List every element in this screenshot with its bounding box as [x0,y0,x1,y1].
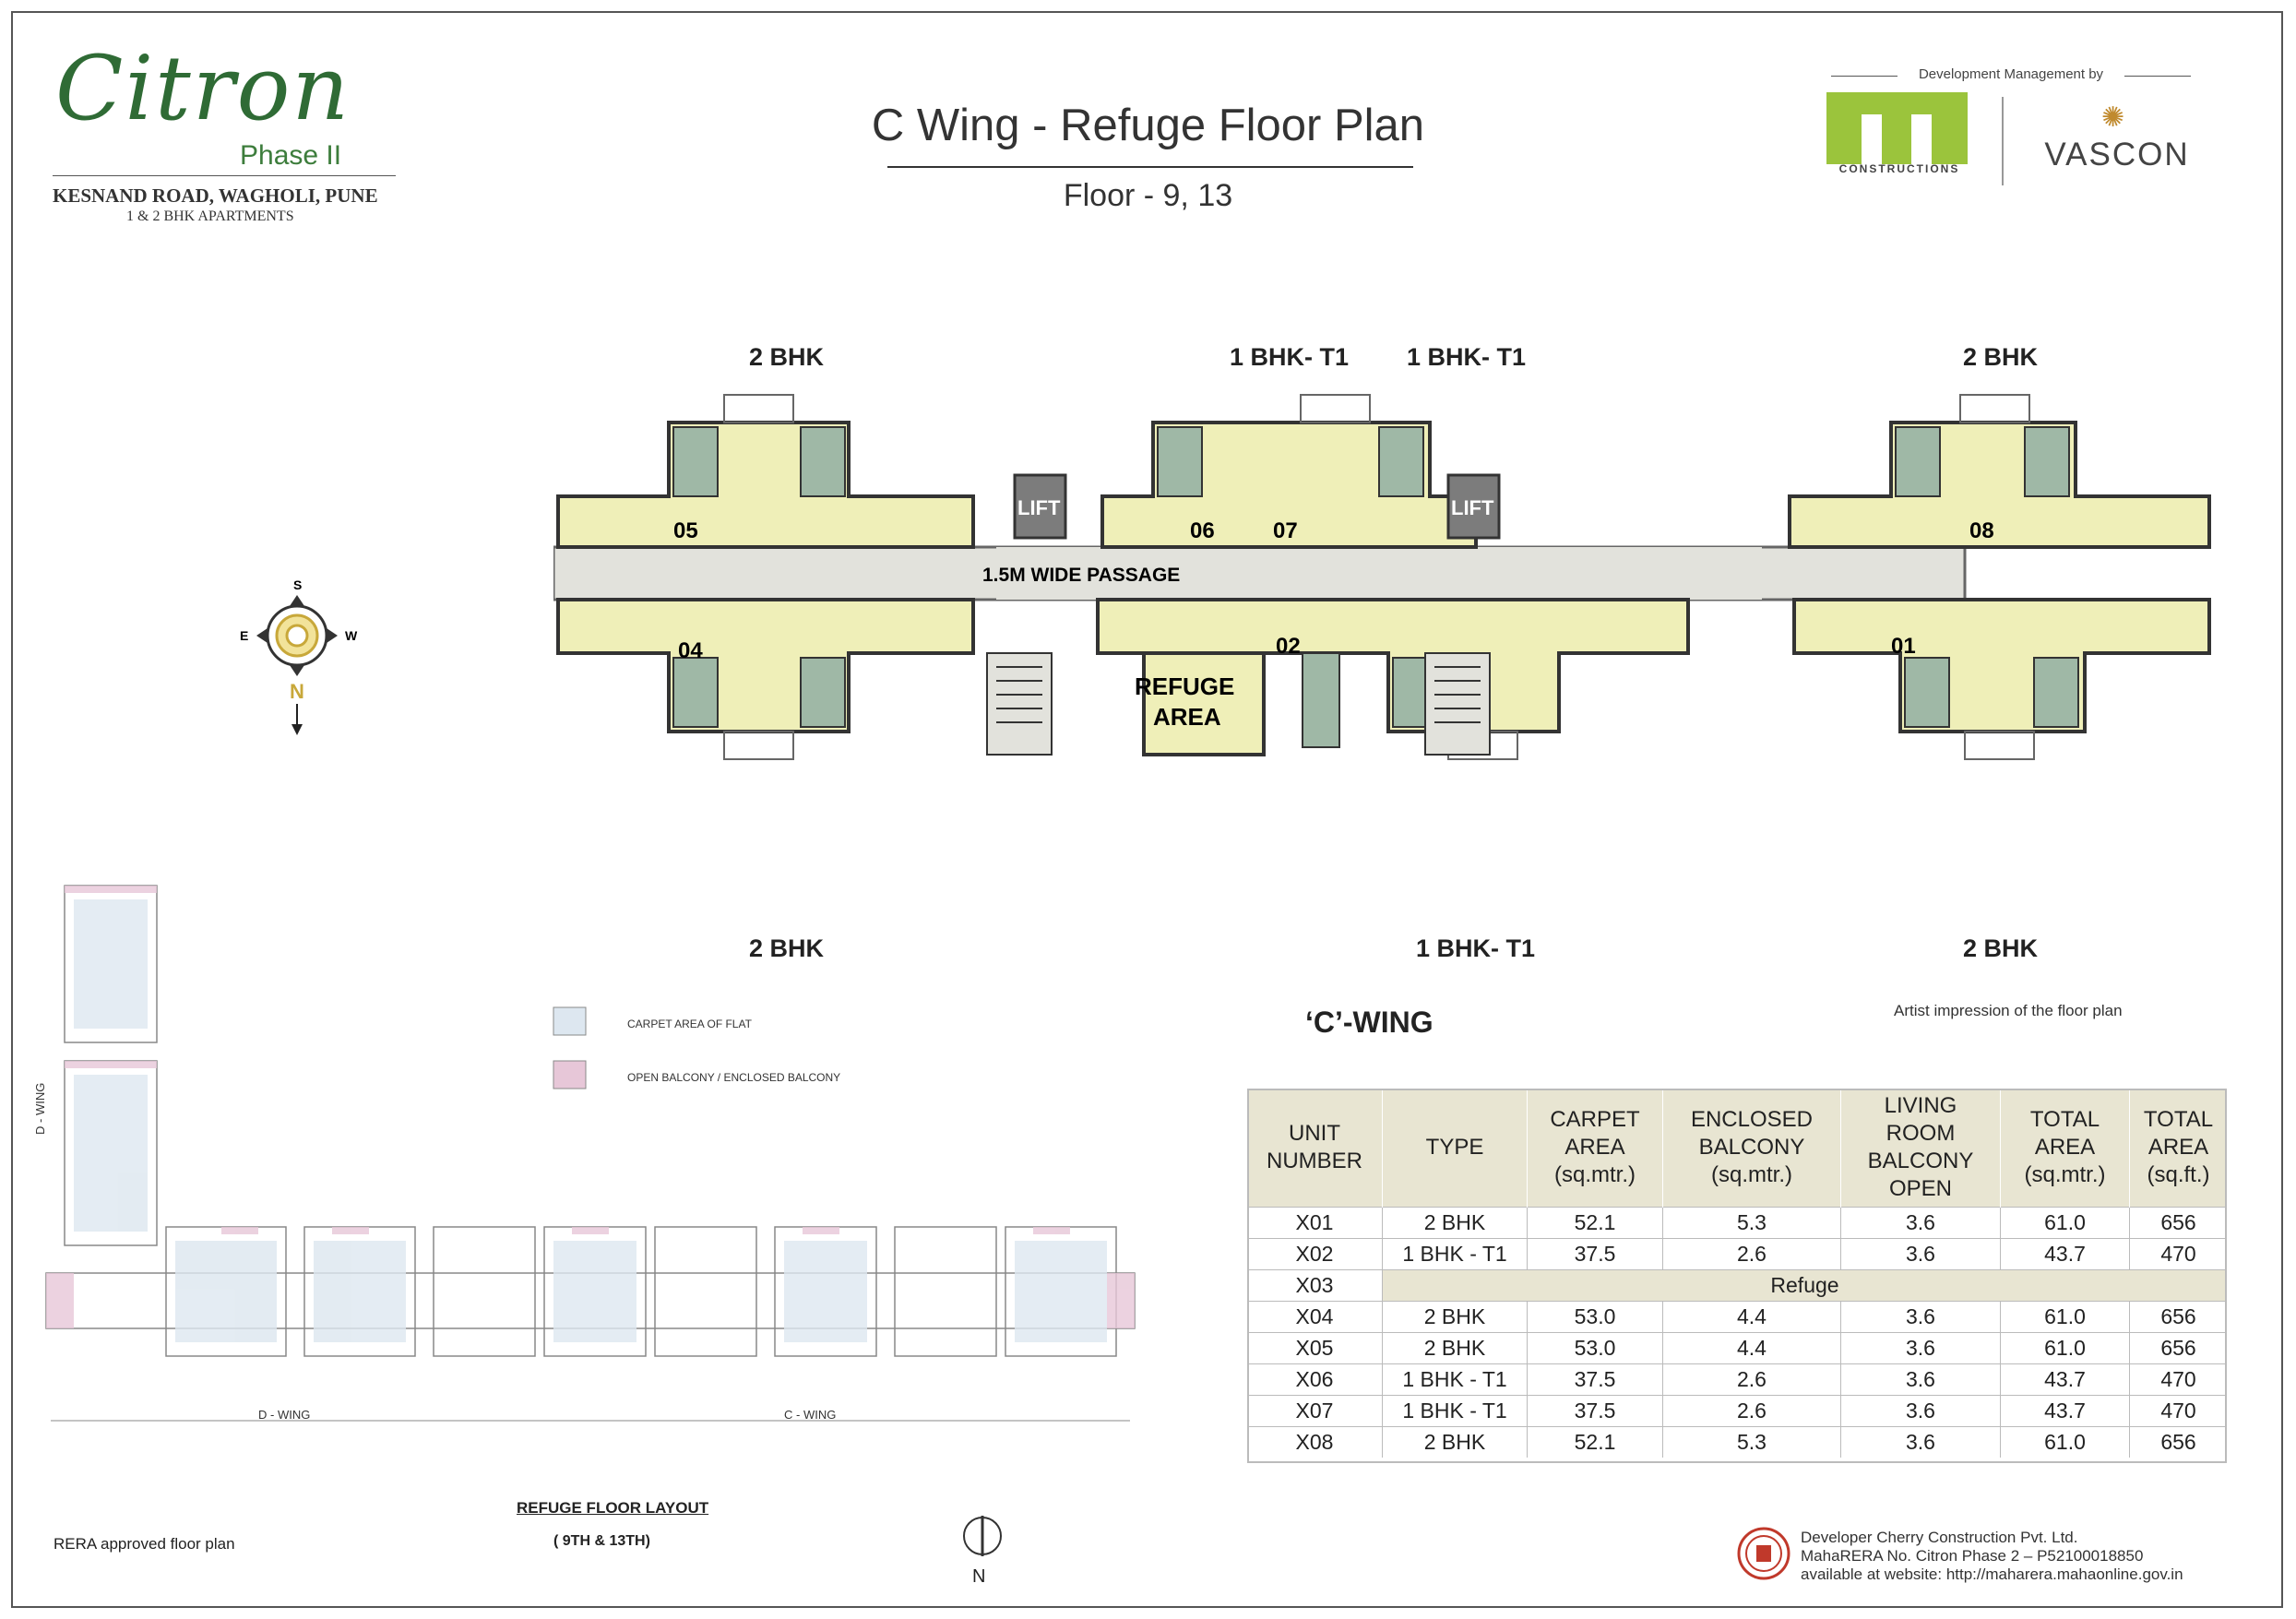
keyplan-north-label: N [972,1566,986,1587]
cell-refuge: Refuge [1383,1270,2228,1302]
cell-enclosed: 4.4 [1663,1302,1841,1333]
cell-unit: X03 [1247,1270,1383,1302]
th-total-m: TOTAL AREA (sq.mtr.) [2001,1089,2130,1208]
maharera-seal-icon [1737,1527,1790,1580]
cell-carpet: 53.0 [1528,1333,1663,1364]
cell-unit: X01 [1247,1208,1383,1239]
unit-04 [558,600,973,732]
unit-label-07: 07 [1273,518,1298,543]
cell-carpet: 37.5 [1528,1239,1663,1270]
cell-type: 1 BHK - T1 [1383,1396,1528,1427]
label-top-2bhk-left: 2 BHK [749,343,825,371]
stair-left [987,653,1052,755]
cell-living: 3.6 [1841,1364,2001,1396]
cell-total-f: 656 [2130,1208,2228,1239]
cell-type: 1 BHK - T1 [1383,1364,1528,1396]
cell-living: 3.6 [1841,1302,2001,1333]
vascon-logo: VASCON [2044,137,2190,173]
cell-unit: X08 [1247,1427,1383,1458]
refuge-label-2: AREA [1153,703,1221,731]
developer-footer [1801,1529,2183,1584]
page-title: C Wing - Refuge Floor Plan [871,101,1425,150]
lift-right-label: LIFT [1451,496,1494,519]
unit-label-05: 05 [673,518,698,543]
footer-line-1: Developer Cherry Construction Pvt. Ltd. [1801,1529,2078,1546]
title-rule [887,166,1413,168]
compass-icon [231,569,364,735]
compass-e: E [240,628,249,643]
cell-total-m: 43.7 [2001,1239,2130,1270]
wing-label: ‘C’-WING [1305,1006,1434,1039]
cell-carpet: 52.1 [1528,1208,1663,1239]
cell-total-f: 470 [2130,1364,2228,1396]
cell-total-m: 43.7 [2001,1364,2130,1396]
compass-s: S [293,577,303,592]
refuge-label: REFUGE [1135,673,1235,700]
cell-type: 2 BHK [1383,1427,1528,1458]
unit-label-01: 01 [1891,634,1916,659]
cell-total-f: 656 [2130,1333,2228,1364]
m-constructions-name: CONSTRUCTIONS [1838,162,1960,175]
th-carpet: CARPET AREA (sq.mtr.) [1528,1089,1663,1208]
cell-living: 3.6 [1841,1333,2001,1364]
cell-carpet: 52.1 [1528,1427,1663,1458]
cell-total-m: 61.0 [2001,1302,2130,1333]
rera-note: RERA approved floor plan [54,1535,235,1553]
th-unit: UNIT NUMBER [1247,1089,1383,1208]
refuge-floor-layout-drawing [28,876,1153,1476]
vascon-mark-icon: ✺ [2101,102,2125,133]
legend-carpet: CARPET AREA OF FLAT [627,1018,752,1030]
cell-total-f: 470 [2130,1239,2228,1270]
label-bottom-2bhk-left: 2 BHK [749,934,825,962]
th-living: LIVING ROOM BALCONY OPEN [1841,1089,2001,1208]
footer-line-3: available at website: http://maharera.mahaonline.gov.in [1801,1565,2183,1583]
cell-total-m: 61.0 [2001,1208,2130,1239]
cell-unit: X02 [1247,1239,1383,1270]
unit-05 [558,423,973,547]
unit-label-06: 06 [1190,518,1215,543]
compass-w: W [345,628,358,643]
keyplan-subtitle: ( 9TH & 13TH) [553,1533,650,1549]
unit-01 [1794,600,2209,732]
cell-living: 3.6 [1841,1239,2001,1270]
cell-living: 3.6 [1841,1427,2001,1458]
cell-type: 2 BHK [1383,1333,1528,1364]
logo-address: KESNAND ROAD, WAGHOLI, PUNE [53,185,378,207]
kp-d-wing-side: D - WING [33,1082,47,1135]
th-type: TYPE [1383,1089,1528,1208]
cell-type: 2 BHK [1383,1208,1528,1239]
cell-total-m: 61.0 [2001,1427,2130,1458]
kp-c-wing: C - WING [784,1408,837,1422]
cell-unit: X04 [1247,1302,1383,1333]
logo-divider [53,175,396,176]
cell-living: 3.6 [1841,1208,2001,1239]
kp-d-wing: D - WING [258,1408,311,1422]
keyplan-title: REFUGE FLOOR LAYOUT [517,1499,709,1517]
label-top-1bhk-06: 1 BHK- T1 [1230,343,1350,371]
lift-left-label: LIFT [1017,496,1061,519]
logo-wordmark: Citron [55,37,351,140]
label-top-1bhk-07: 1 BHK- T1 [1407,343,1527,371]
logo-subtitle: 1 & 2 BHK APARTMENTS [126,208,294,224]
cell-living: 3.6 [1841,1396,2001,1427]
label-bottom-2bhk-right: 2 BHK [1963,934,2039,962]
cell-type: 2 BHK [1383,1302,1528,1333]
label-bottom-1bhk: 1 BHK- T1 [1416,934,1536,962]
keyplan-north-icon [959,1513,1005,1559]
cell-enclosed: 2.6 [1663,1239,1841,1270]
cell-total-m: 61.0 [2001,1333,2130,1364]
compass-n: N [290,680,304,703]
unit-label-04: 04 [678,638,703,663]
footer-line-2: MahaRERA No. Citron Phase 2 – P52100018850 [1801,1547,2144,1565]
cell-enclosed: 5.3 [1663,1208,1841,1239]
cell-total-f: 470 [2130,1396,2228,1427]
stair-right [1425,653,1490,755]
th-total-f: TOTAL AREA (sq.ft.) [2130,1089,2228,1208]
cell-enclosed: 2.6 [1663,1396,1841,1427]
page-subtitle: Floor - 9, 13 [1063,178,1233,213]
logo-separator [2002,97,2004,185]
cell-unit: X06 [1247,1364,1383,1396]
m-constructions-logo [1826,92,1968,164]
unit-label-08: 08 [1969,518,1994,543]
legend-balcony: OPEN BALCONY / ENCLOSED BALCONY [627,1071,841,1084]
cell-carpet: 53.0 [1528,1302,1663,1333]
cell-unit: X07 [1247,1396,1383,1427]
floor-plan [553,376,2214,939]
th-enclosed: ENCLOSED BALCONY (sq.mtr.) [1663,1089,1841,1208]
cell-total-f: 656 [2130,1302,2228,1333]
unit-08 [1790,423,2209,547]
logo-phase: Phase II [240,140,342,171]
cell-enclosed: 2.6 [1663,1364,1841,1396]
cell-enclosed: 4.4 [1663,1333,1841,1364]
cell-enclosed: 5.3 [1663,1427,1841,1458]
cell-type: 1 BHK - T1 [1383,1239,1528,1270]
cell-unit: X05 [1247,1333,1383,1364]
artist-note: Artist impression of the floor plan [1894,1002,2123,1019]
unit-label-02: 02 [1276,634,1301,659]
label-top-2bhk-right: 2 BHK [1963,343,2039,371]
cell-total-m: 43.7 [2001,1396,2130,1427]
passage-label: 1.5M WIDE PASSAGE [982,565,1181,586]
cell-carpet: 37.5 [1528,1396,1663,1427]
table-border [1247,1089,2227,1463]
cell-total-f: 656 [2130,1427,2228,1458]
dev-management-label: Development Management by [1831,66,2191,82]
cell-carpet: 37.5 [1528,1364,1663,1396]
